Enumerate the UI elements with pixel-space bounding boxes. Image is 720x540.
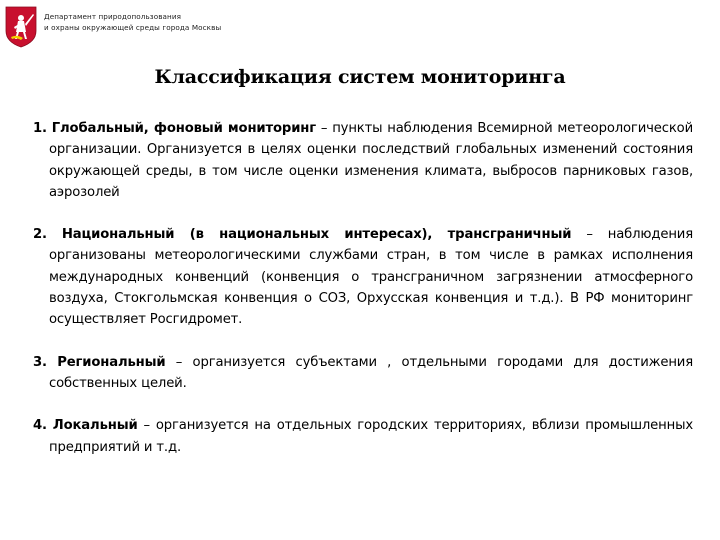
item-number: 2.	[33, 227, 47, 243]
item-description: – организуется субъектами , отдельными городами для достижения собственных целей.	[49, 354, 693, 391]
organization-name	[44, 11, 221, 33]
item-term: Региональный	[57, 354, 166, 370]
org-line-2: и охраны окружающей среды города Москвы	[44, 23, 222, 32]
item-term: Глобальный, фоновый мониторинг	[51, 121, 317, 136]
org-line-1: Департамент природопользования	[44, 12, 182, 21]
item-term: Национальный (в национальных интересах), трансграничный	[61, 227, 572, 243]
item-number: 1.	[33, 121, 47, 136]
item-description: – пункты наблюдения Всемирной метеорологической организации. Организуется в целях оценки последствий глобальных изменений состояния окружающей среды, в том числе оценки изменения климата, выбросов парниковых газов, аэрозолей	[49, 121, 693, 200]
item-description: – организуется на отдельных городских территориях, вблизи промышленных предприятий и т.д.	[49, 418, 693, 455]
item-number: 3.	[33, 354, 47, 370]
moscow-coat-of-arms-icon	[3, 5, 39, 48]
list-item-national	[33, 224, 693, 330]
list-item-regional	[33, 352, 693, 395]
item-term: Локальный	[52, 418, 138, 434]
item-description: – наблюдения организованы метеорологическими службами стран, в том числе в рамках исполнения международных конвенций (конвенция о трансграничном загрязнении атмосферного воздуха, Стокгольмская конвенция о СОЗ, Орхусская конвенция и т.д.). В РФ мониторинг осуществляет Росгидромет.	[49, 227, 693, 328]
list-item-global	[33, 118, 693, 203]
item-number: 4.	[33, 418, 47, 434]
classification-list	[33, 118, 693, 458]
page-title: Классификация систем мониторинга	[154, 66, 566, 88]
list-item-local	[33, 415, 693, 458]
header	[0, 0, 720, 52]
